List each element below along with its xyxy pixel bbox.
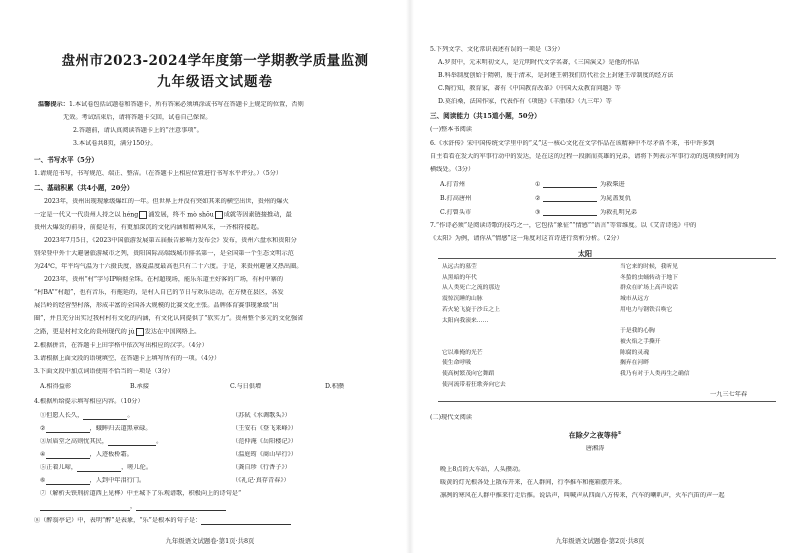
question-7-line-1: 7.“作诗必须”是阅读诗歌的技巧之一，它包括“象征”“情感”“语言”等常维度。以《艾青诗选》中的 xyxy=(430,222,697,229)
fill-item-7: ⑦（解析天铁刑折道西上见桦）中主城下了乐观谱歌，积极向上的诗句是“ xyxy=(40,490,242,497)
poem-line: 使河流带着狂歌奔向它去 xyxy=(442,381,506,388)
q6-item-number: ③ xyxy=(535,209,541,216)
passage-para-1-line-2: 一定是一代又一代贵州人持之以 héng 浦发展，终不 mò shōu 成就等因素链接推动，最 xyxy=(34,211,292,219)
article-para-3: 凛冽的寒风在人群中推来行走后推。说话声，叫喊声从四面八方传来，汽车的喇叭声，火车汽笛的声一起 xyxy=(440,492,725,499)
fill-item-6-source: （《礼记·真存青春》） xyxy=(232,477,290,484)
question-7-line-2: 《太阳》为例，请你从“情感”这一角度对这首诗进行赏析分析。（2分） xyxy=(430,235,623,242)
subsection-2-heading: (二)现代文阅读 xyxy=(430,414,472,421)
poem-top-rule xyxy=(438,258,776,259)
notice-label: 温馨提示： xyxy=(38,101,69,108)
q6-item-left: A.打青州 xyxy=(440,181,465,188)
q6-item-left: B.打高唐州 xyxy=(440,195,472,202)
question-3-intro: 3.请根据上面文段的语境填空，在答题卡上填写所有的一项。（4分） xyxy=(34,355,221,362)
q3-option-b: B.承接 xyxy=(130,383,149,390)
section-2-heading: 二、基础积累（共4小题，20分） xyxy=(34,184,134,192)
passage-para-2-line-3: 为24℃，年平均气温为十六摄氏度，盛夏温度最高也只有二十六度。于是，来贵州避暑又热出圈。 xyxy=(34,263,303,270)
poem-line: 群众在旷场上高声说话 xyxy=(620,285,678,292)
passage-para-1-line-3: 贵州大爆发的前身，前提是有，有更加深沉的文化内涵和精神风采，一齐相符接起。 xyxy=(34,224,263,231)
passage-para-3-line-1: 2023年，贵州“村”字号IP晌彻全珠。在村超现场，能乐东道主好客的广场，有村中寨的 xyxy=(44,276,284,283)
poem-line: 陈腐的灵魂 xyxy=(620,349,649,356)
poem-line: 用电力与钢铁召唤它 xyxy=(620,306,673,313)
pinyin-box-3 xyxy=(136,328,144,336)
poem-line: 搁弃在河畔 xyxy=(620,360,649,367)
poem-line: 若火轮飞旋于沙丘之上 xyxy=(442,306,500,313)
poem-line: 太阳向我滚来…… xyxy=(442,317,489,324)
poem-line: 被火焰之手撕开 xyxy=(620,338,661,345)
notice-item-1-cont: 无效。考试结束后，请将答题卡交回，试卷自己保留。 xyxy=(63,114,212,121)
fill-item-6: ⑥ ，人到中年泪行门。 xyxy=(40,477,146,484)
answer-blank[interactable] xyxy=(543,187,597,188)
answer-blank[interactable] xyxy=(201,518,291,525)
article-author: 唐湘涛 xyxy=(585,445,605,452)
poem-line: 我乃有对于人类再生之确信 xyxy=(620,371,690,378)
fill-item-5-source: （龚自珍《行香子》） xyxy=(232,464,291,471)
fill-item-3-source: （范仲淹《岳阳楼记》） xyxy=(232,438,297,445)
fill-item-2: ② ，蛾眸归去道黑章碌。 xyxy=(40,425,152,432)
article-para-2: 暖黄的灯光根各处上散布开来，在人群间，行李推车和拖箱摆开来。 xyxy=(440,479,626,486)
poem-line: 城市从远方 xyxy=(620,296,649,303)
question-4: 4.根据所给提示填写相应内容。（10分） xyxy=(34,398,144,405)
passage-para-3-line-4: 圈”，并且充分出实过我村村有文化的内涵，有文化认同提供了“软实力”。贵州整个多元的文化强省 xyxy=(34,315,304,322)
pinyin-box-2 xyxy=(215,211,223,219)
passage-para-3-line-2: “村BA”“村超”，也有音乐，有拖延的，是村人自已的节日与欢乐运动，在方便在县区，各发 xyxy=(34,289,284,296)
poem-date: 一九三七年春 xyxy=(710,391,748,398)
answer-blank[interactable] xyxy=(543,215,597,216)
notice-item-1: 1.本试卷包括试题卷和答题卡，所有答案必须填涂或书写在答题卡上规定的位置，否则 xyxy=(68,101,304,108)
fill-item-5: ⑤正着儿啼， ，嗟儿伦。 xyxy=(40,464,153,471)
fill-item-8: ⑧（醉翁亭记）中，表明“醉”是表象，“乐”是根本的句子是： xyxy=(34,517,291,525)
question-1: 1.请规范书写，书写规范、端正、整洁。（在答题卡上相应位置进行书写水平评分。）（5分） xyxy=(34,170,283,177)
q3-option-d: D.积攒 xyxy=(325,383,345,390)
fill-item-1-source: （苏轼《水调歌头》） xyxy=(232,412,291,419)
pinyin-box-1 xyxy=(139,211,147,219)
question-6-line-2: 自主看看在发大的军事行动中的发达，是在这的过程一段据而英雄的兄弟，请将下列表示军事行动的选项按时间为 xyxy=(430,153,740,160)
section-3-heading: 三、阅读能力（共15道小题，50分） xyxy=(430,112,541,120)
exam-subtitle: 九年级语文试题卷 xyxy=(157,74,273,90)
q5-option-d: D.莫泊桑，法国作家，代表作有《项链》《羊脂球》（九三年）等 xyxy=(438,98,612,105)
fill-item-3: ③居庙堂之高则忧其民， 。 xyxy=(40,438,163,445)
answer-blank[interactable] xyxy=(77,465,121,472)
poem-column-left xyxy=(442,262,592,390)
passage-para-1-line-1: 2023年，贵州出现现象级爆红的一年。但世界上并没有突如其来的横空出世，贵州的爆火 xyxy=(44,198,289,205)
passage-para-3-line-3: 展吕岭的经营型村落，形成丰富的全国各大规模的比赛文化主张。品牌体育赛事现象级“出 xyxy=(34,302,279,309)
q5-option-a: A.罗贯中，元末明初文人，是元明时代文学名著，《三国演义》是他的作品 xyxy=(438,59,640,66)
poem-line xyxy=(442,326,592,337)
poem-title: 太阳 xyxy=(578,249,592,258)
fill-item-7-cont: ， xyxy=(40,503,226,511)
q5-option-b: B.科举制度创始于隋朝，废于清末，是封建王朝我们历代社会上封建王帝制度的经方法 xyxy=(438,72,674,79)
answer-blank[interactable] xyxy=(40,504,130,511)
q6-item-left: C.打曾头市 xyxy=(440,209,472,216)
question-3: 3.下面文段中加点词语使用不恰当的一项是（3分） xyxy=(34,368,174,375)
answer-blank[interactable] xyxy=(543,201,597,202)
notice-item-2: 2.答题前，请认真阅读答题卡上的“注意事项”。 xyxy=(73,127,203,134)
passage-para-3-line-5: 之路，更是村村文化的贵州现代的 jù 发达在中国网络上。 xyxy=(34,328,201,336)
subsection-1-heading: (一)整本书阅读 xyxy=(430,126,472,133)
poem-line: 冬蛰的虫蛹转动于地下 xyxy=(620,274,678,281)
answer-blank[interactable] xyxy=(136,504,226,511)
poem-bottom-rule xyxy=(438,401,776,402)
passage-para-2-line-2: 别荣登中外十大避暑旅游城市之列，贵阳国际高端线城市排名第一，是全国第一个生态文明示范 xyxy=(34,250,294,257)
footnote-marker: ① xyxy=(617,430,622,435)
poem-line: 使高树繁茂向它舞蹈 xyxy=(442,371,495,377)
answer-blank[interactable] xyxy=(108,439,156,446)
q3-option-a: A.相得益彰 xyxy=(40,383,72,390)
poem-line: 于是我的心胸 xyxy=(620,328,655,335)
page-footer: 九年级语文试题卷·第1页·共8页 xyxy=(165,537,255,545)
question-6-line-1: 6.《水浒传》宋中国传统文学里中的“义”这一核心文化在文学作品在该精神中不尽矛盾不来，书中许多到 xyxy=(430,140,715,147)
poem-line: 它以难掩的光芒 xyxy=(442,349,483,356)
q5-option-c: C.陶行知，教育家，著有《中国教育改革》《中国大众教育问题》等 xyxy=(438,85,621,92)
fill-item-4-source: （温庭筠《商山早行》） xyxy=(232,451,297,458)
poem-line: 从远古的墓茔 xyxy=(442,264,477,270)
question-6-line-3: 横线处。（3分） xyxy=(430,166,475,173)
q3-option-c: C.与日俱增 xyxy=(230,383,262,390)
fill-item-2-source: （王安石《登飞来峰》） xyxy=(232,425,297,432)
article-title: 在除夕之夜等待① xyxy=(568,430,622,440)
answer-blank[interactable] xyxy=(46,452,90,459)
poem-line: 当它来的时候，我听见 xyxy=(620,264,678,270)
question-2: 2.根据拼音，在答题卡上田字格中依次写出相应的汉字。（4分） xyxy=(34,342,208,349)
fill-item-4: ④ ，人迹板桥霜。 xyxy=(40,451,133,458)
page-footer: 九年级语文试题卷·第2页·共8页 xyxy=(555,537,645,545)
article-para-1: 晚上8点的大车站，人头攒动。 xyxy=(440,466,525,473)
q6-item-right: 为救柴进 xyxy=(600,181,625,188)
q6-item-number: ① xyxy=(535,181,541,188)
poem-line xyxy=(442,337,592,348)
answer-blank[interactable] xyxy=(83,413,127,420)
poem-line xyxy=(620,316,780,327)
question-5: 5.下列文学、文化常识表述有误的一项是（3分） xyxy=(430,46,564,53)
q6-item-number: ② xyxy=(535,195,541,202)
poem-line: 从人类死亡之流的那边 xyxy=(442,285,500,292)
poem-column-right xyxy=(620,262,780,380)
answer-blank[interactable] xyxy=(46,478,90,485)
poem-line: 使生命呼吸 xyxy=(442,360,471,367)
poem-line: 震惊沉睡的山脉 xyxy=(442,296,483,303)
section-1-heading: 一、书写水平（5分） xyxy=(34,156,98,164)
q6-item-right: 为晁盖复仇 xyxy=(600,195,631,202)
exam-title: 盘州市2023-2024学年度第一学期教学质量监测 xyxy=(61,53,369,69)
q6-item-right: 为救孔明兄弟 xyxy=(600,209,638,216)
fill-item-1: ①但愿人长久， 。 xyxy=(40,412,134,419)
exam-page-2 xyxy=(410,0,794,553)
notice-item-3: 3.本试卷共8页，满分150分。 xyxy=(73,140,157,147)
answer-blank[interactable] xyxy=(46,426,90,433)
poem-line: 从黑暗的年代 xyxy=(442,274,477,281)
passage-para-2-line-1: 2023年7月5日，《2023中国旅游发展第五届报告影响力发布会》发布，贵州六盘水和贵阳分 xyxy=(44,237,297,244)
